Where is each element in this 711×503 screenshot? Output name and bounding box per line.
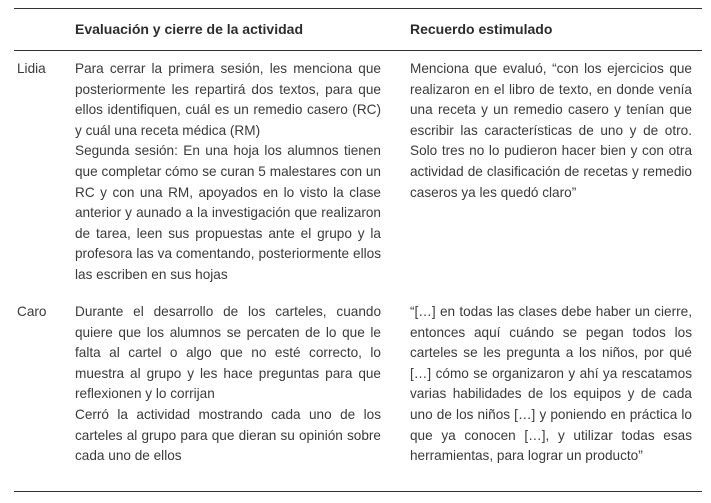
row-evaluation-lidia [75, 59, 381, 286]
evaluation-paragraph: Durante el desarrollo de los carteles, cuando quiere que los alumnos se percaten de lo que le falta al cartel o algo que no esté correcto, lo muestra al grupo y les hace preguntas para que reflexionen y lo corrijan [75, 304, 381, 402]
evaluation-paragraph: Segunda sesión: En una hoja los alumnos tienen que completar cómo se curan 5 malestares con un RC y con una RM, apoyados en lo visto la clase anterior y aunado a la investigación que realizaron de tarea, leen sus propuestas ante el grupo y la profesora las va comentando, posteriormente ellos las escriben en sus hojas [75, 143, 381, 282]
table-header-rule [14, 50, 702, 51]
table-top-rule [14, 8, 702, 9]
header-recall: Recuerdo estimulado [410, 21, 553, 37]
evaluation-paragraph: Cerró la actividad mostrando cada uno de los carteles al grupo para que dieran su opinión sobre cada uno de ellos [75, 406, 381, 464]
row-recall-caro: “[…] en todas las clases debe haber un cierre, entonces aquí cuándo se pegan todos los carteles se les pregunta a los niños, por qué […] cómo se organizaron y ahí ya rescatamos varias habilidades de los equipos y de cada uno de los niños […] y poniendo en práctica lo que ya conocen […], y utilizar todas esas herramientas, para lograr un producto” [410, 304, 692, 464]
row-name-lidia: Lidia [17, 61, 46, 76]
row-evaluation-caro [75, 302, 381, 467]
table-bottom-rule [14, 491, 702, 492]
header-evaluation: Evaluación y cierre de la actividad [75, 21, 303, 37]
evaluation-paragraph: Para cerrar la primera sesión, les menciona que posteriormente les repartirá dos textos, para que ellos identifiquen, cuál es un remedio casero (RC) y cuál una receta médica (RM) [75, 61, 381, 138]
row-name-caro: Caro [17, 304, 47, 319]
row-recall-lidia: Menciona que evaluó, “con los ejercicios que realizaron en el libro de texto, en donde venía una receta y un remedio casero y tenían que escribir las características de uno y de otro. Solo tres no lo pudieron hacer bien y con otra actividad de clasificación de recetas y remedio caseros ya les quedó claro” [410, 61, 692, 200]
